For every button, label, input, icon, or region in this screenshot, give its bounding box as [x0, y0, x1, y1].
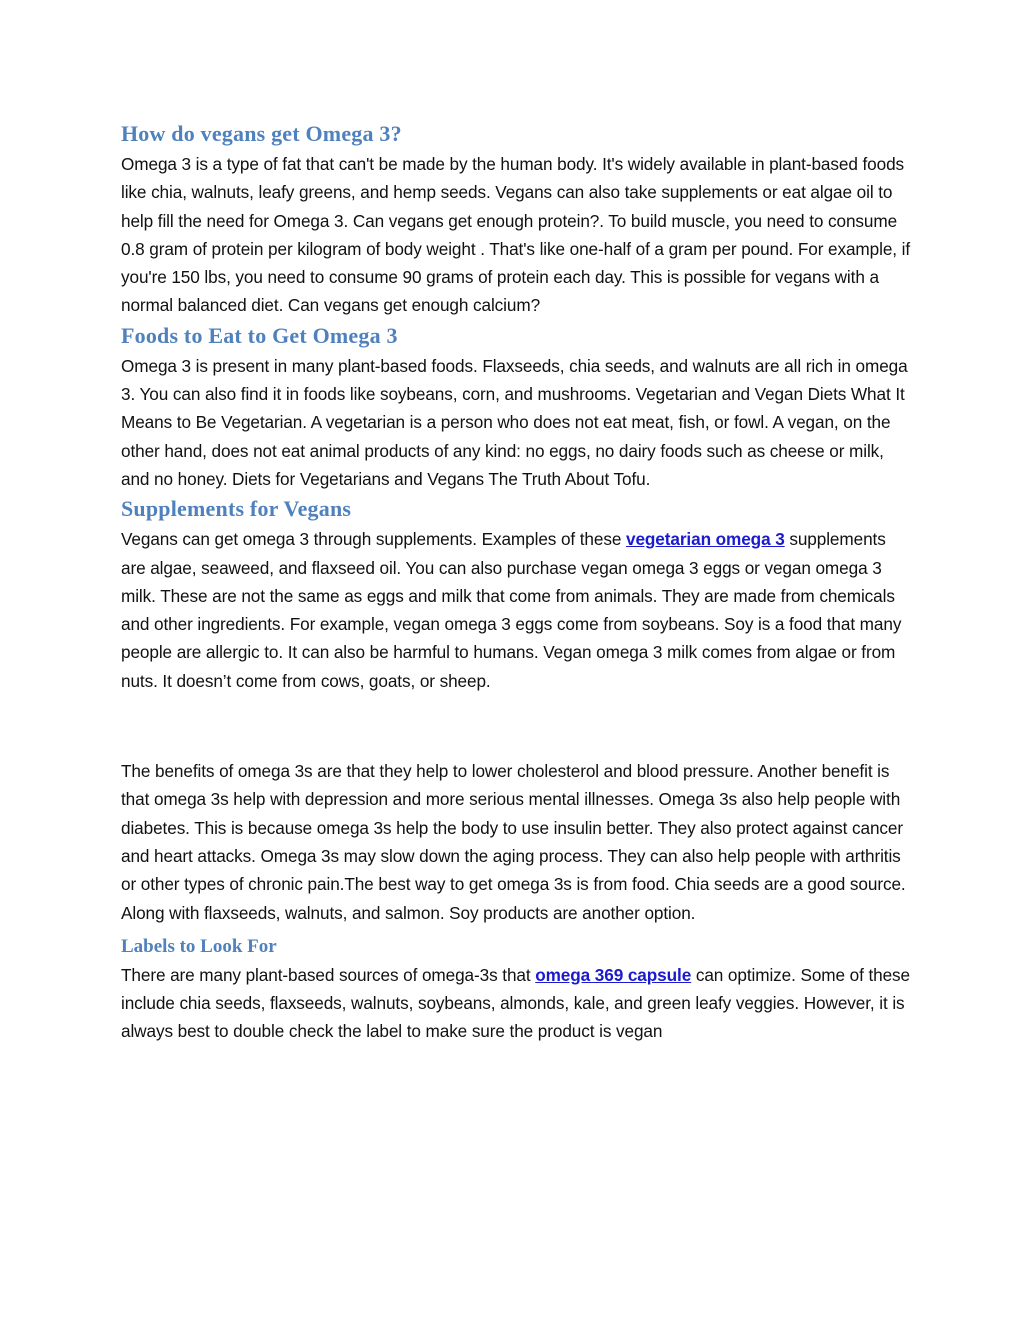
- heading-supplements-for-vegans: Supplements for Vegans: [121, 496, 352, 522]
- paragraph-supplements: [121, 525, 911, 695]
- heading-foods-to-eat: Foods to Eat to Get Omega 3: [121, 322, 398, 348]
- vegetarian-omega3-link[interactable]: vegetarian omega 3: [625, 529, 785, 550]
- paragraph-foods: Omega 3 is present in many plant-based foods. Flaxseeds, chia seeds, and walnuts are all rich in omega 3. You can also find it in foods like soybeans, corn, and mushrooms. Vegetarian and Vegan Diets What It Means to Be Vegetarian. A vegetarian is a person who does not eat meat, fish, or fowl. A vegan, on the other hand, does not eat animal products of any kind: no eggs, no dairy foods such as cheese or milk, and no honey. Diets for Vegetarians and Vegans The Truth About Tofu.: [121, 355, 908, 489]
- document-page: [121, 118, 911, 1046]
- paragraph-omega3-vegans: Omega 3 is a type of fat that can't be made by the human body. It's widely available in plant-based foods like chia, walnuts, leafy greens, and hemp seeds. Vegans can also take supplements or eat algae oil to help fill the need for Omega 3. Can vegans get enough protein?. To build muscle, you need to consume 0.8 gram of protein per kilogram of body weight . That's like one-half of a gram per pound. For example, if you're 150 lbs, you need to consume 90 grams of protein each day. This is possible for vegans with a normal balanced diet. Can vegans get enough calcium?: [121, 154, 911, 316]
- omega369-capsule-link[interactable]: omega 369 capsule: [535, 964, 692, 985]
- heading-labels-to-look-for: Labels to Look For: [121, 935, 277, 957]
- supplements-text-after-link: supplements are algae, seaweed, and flaxseed oil. You can also purchase vegan omega 3 eggs or vegan omega 3 milk. These are not the same as eggs and milk that come from animals. They are made from chemicals and other ingredients. For example, vegan omega 3 eggs come from soybeans. Soy is a food that many people are allergic to. It can also be harmful to humans. Vegan omega 3 milk comes from algae or from nuts. It doesn’t come from cows, goats, or sheep.: [121, 529, 902, 691]
- paragraph-benefits: The benefits of omega 3s are that they help to lower cholesterol and blood pressure. Another benefit is that omega 3s help with depression and more serious mental illnesses. Omega 3s also help people with diabetes. This is because omega 3s help the body to use insulin better. They also protect against cancer and heart attacks. Omega 3s may slow down the aging process. They can also help people with arthritis or other types of chronic pain.The best way to get omega 3s is from food. Chia seeds are a good source. Along with flaxseeds, walnuts, and salmon. Soy products are another option.: [121, 761, 906, 923]
- paragraph-spacer: [121, 695, 911, 757]
- supplements-text-before-link: Vegans can get omega 3 through supplements. Examples of these: [121, 529, 626, 550]
- labels-text-before-link: There are many plant-based sources of omega-3s that: [121, 964, 536, 985]
- heading-how-do-vegans-get-omega3: How do vegans get Omega 3?: [121, 121, 402, 146]
- paragraph-labels: [121, 961, 911, 1046]
- labels-text-after-link: can optimize. Some of these include chia seeds, flaxseeds, walnuts, soybeans, almonds, kale, and green leafy veggies. However, it is always best to double check the label to make sure the product is vegan: [121, 964, 910, 1042]
